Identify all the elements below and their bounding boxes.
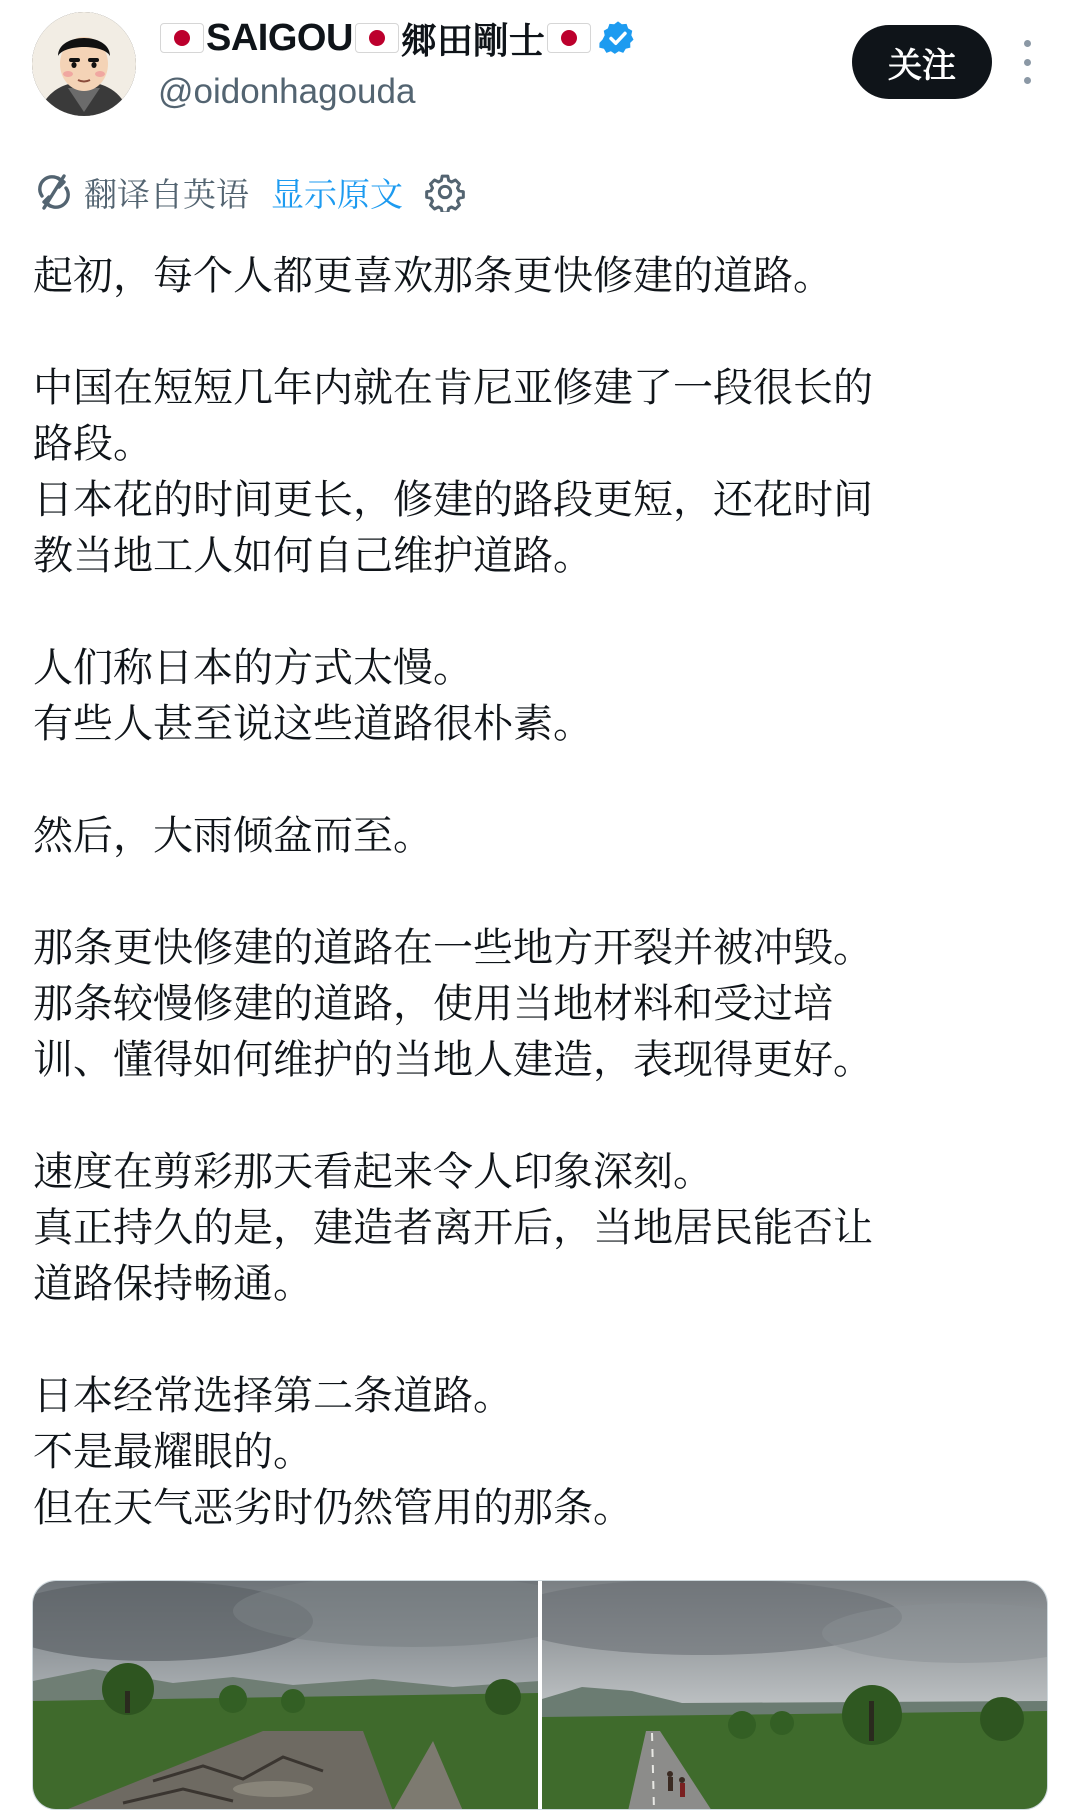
post-line: 中国在短短几年内就在肯尼亚修建了一段很长的	[33, 365, 873, 411]
verified-badge-icon[interactable]	[599, 19, 637, 57]
post-text	[33, 248, 1053, 1536]
post-line: 道路保持畅通。	[33, 1261, 313, 1307]
translation-bar	[34, 168, 465, 216]
post-line: 训、懂得如何维护的当地人建造，表现得更好。	[33, 1037, 873, 1083]
post-line: 那条更快修建的道路在一些地方开裂并被冲毁。	[33, 925, 873, 971]
translated-from-label: 翻译自英语	[84, 174, 249, 214]
post-line: 但在天气恶劣时仍然管用的那条。	[33, 1485, 633, 1531]
post-line: 速度在剪彩那天看起来令人印象深刻。	[33, 1149, 713, 1195]
media-image-intact-road[interactable]	[542, 1581, 1047, 1809]
japan-flag-icon	[355, 23, 399, 53]
show-original-link[interactable]: 显示原文	[271, 174, 403, 214]
post-line: 起初，每个人都更喜欢那条更快修建的道路。	[33, 253, 833, 299]
translate-icon	[34, 172, 74, 212]
post-line: 然后，大雨倾盆而至。	[33, 813, 433, 859]
post-line: 真正持久的是，建造者离开后，当地居民能否让	[33, 1205, 873, 1251]
post-header	[0, 0, 1080, 140]
author-handle[interactable]: @oidonhagouda	[158, 72, 416, 111]
post-line: 教当地工人如何自己维护道路。	[33, 533, 593, 579]
more-vertical-icon[interactable]	[1010, 40, 1044, 84]
japan-flag-icon	[547, 23, 591, 53]
post-line: 路段。	[33, 421, 153, 467]
post-line: 有些人甚至说这些道路很朴素。	[33, 701, 593, 747]
avatar-illustration-icon	[32, 12, 136, 116]
post-line: 日本经常选择第二条道路。	[33, 1373, 513, 1419]
road-photo-icon	[33, 1581, 538, 1809]
media-image-cracked-road[interactable]	[33, 1581, 538, 1809]
japan-flag-icon	[160, 23, 204, 53]
post-line: 那条较慢修建的道路，使用当地材料和受过培	[33, 981, 833, 1027]
author-name-cjk: 郷田剛士	[400, 20, 545, 62]
post-line: 人们称日本的方式太慢。	[33, 645, 473, 691]
follow-button[interactable]: 关注	[852, 25, 992, 99]
gear-icon[interactable]	[425, 172, 465, 212]
author-avatar[interactable]	[32, 12, 136, 116]
author-name-latin: SAIGOU	[206, 16, 353, 59]
road-photo-icon	[542, 1581, 1047, 1809]
post-line: 不是最耀眼的。	[33, 1429, 313, 1475]
post-line: 日本花的时间更长，修建的路段更短，还花时间	[33, 477, 873, 523]
media-gallery	[32, 1580, 1048, 1810]
author-name[interactable]	[158, 14, 637, 62]
